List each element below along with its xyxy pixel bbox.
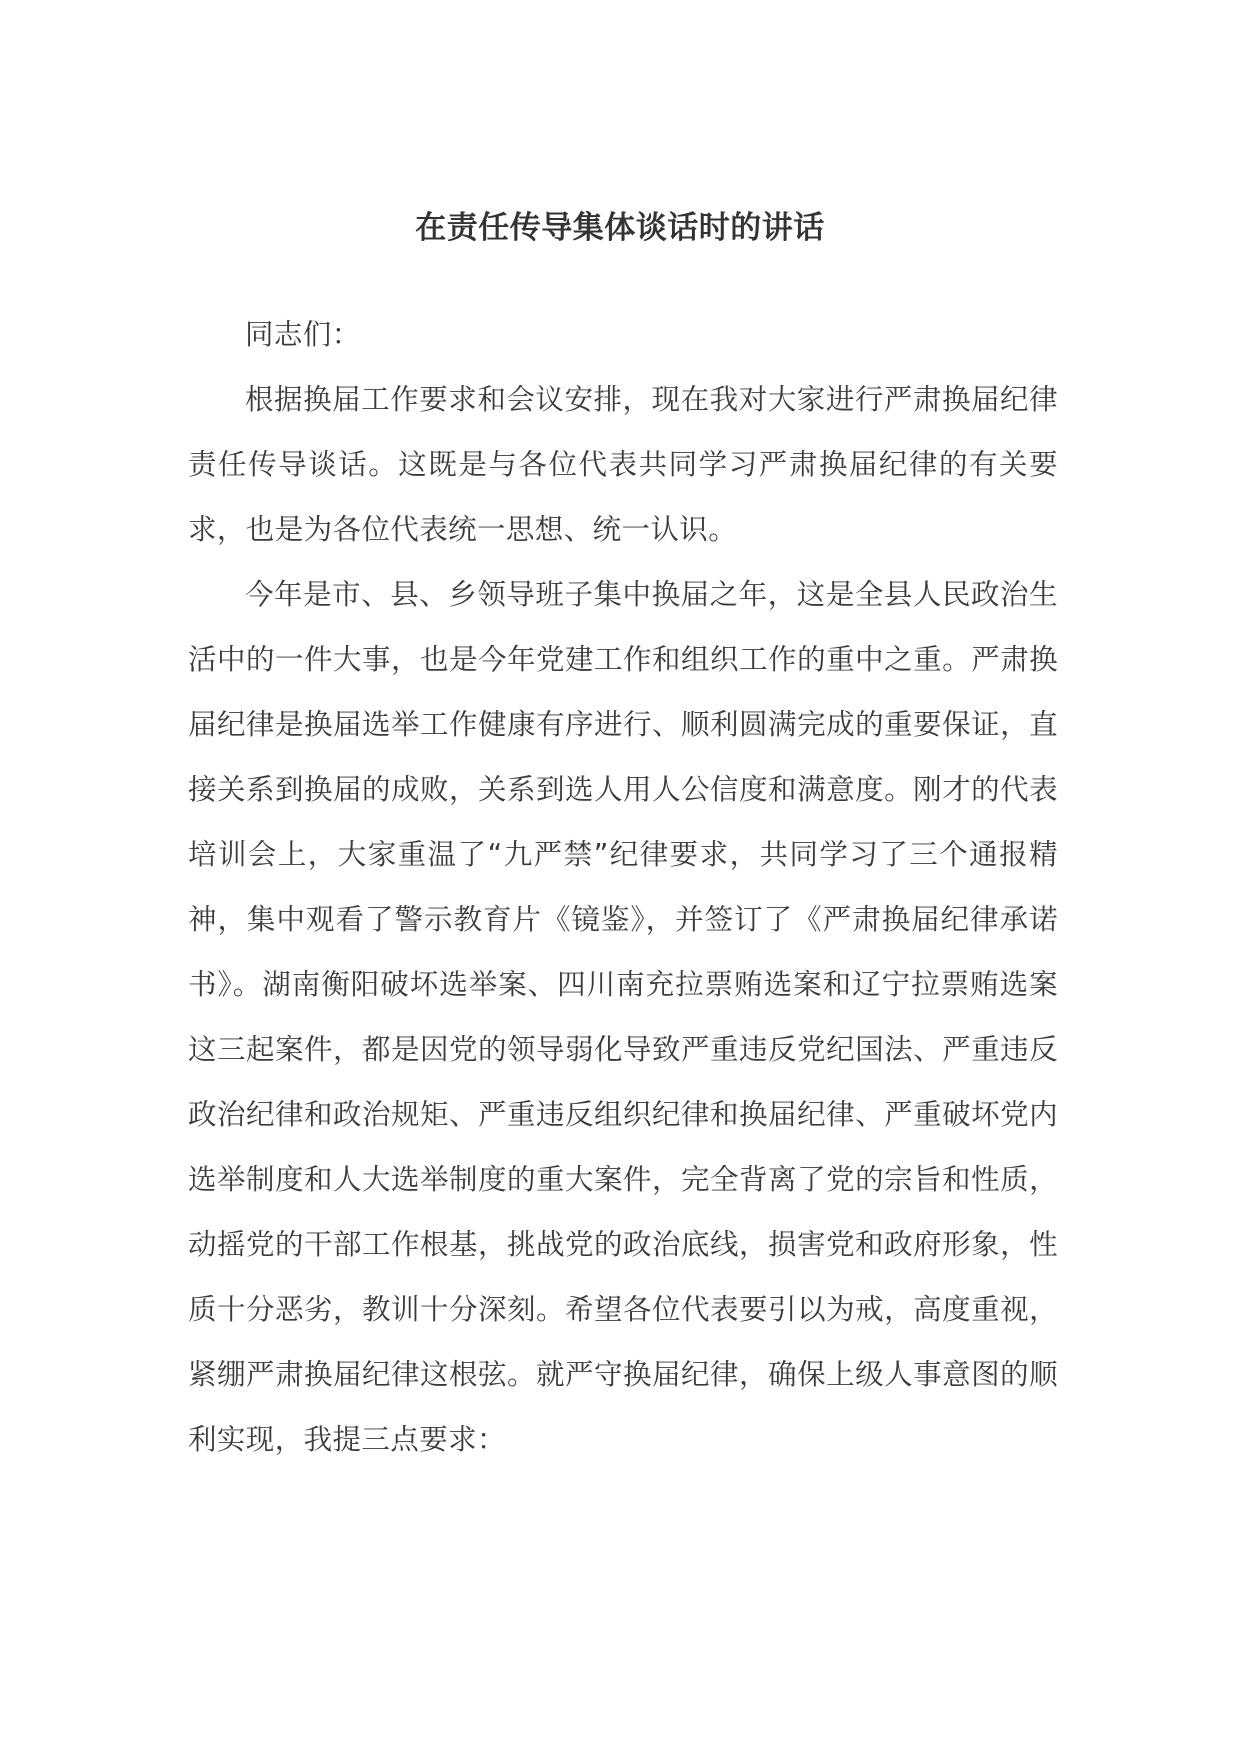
document-title: 在责任传导集体谈话时的讲话 [415, 210, 825, 246]
body-paragraph-2: 今年是市、县、乡领导班子集中换届之年，这是全县人民政治生活中的一件大事，也是今年党建工作和组织工作的重中之重。严肃换届纪律是换届选举工作健康有序进行、顺利圆满完成的重要保证，直接关系到换届的成败，关系到选人用人公信度和满意度。刚才的代表培训会上，大家重温了“九严禁”纪律要求，共同学习了三个通报精神，集中观看了警示教育片《镜鉴》，并签订了《严肃换届纪律承诺书》。湖南衡阳破坏选举案、四川南充拉票贿选案和辽宁拉票贿选案这三起案件，都是因党的领导弱化导致严重违反党纪国法、严重违反政治纪律和政治规矩、严重违反组织纪律和换届纪律、严重破坏党内选举制度和人大选举制度的重大案件，完全背离了党的宗旨和性质，动摇党的干部工作根基，挑战党的政治底线，损害党和政府形象，性质十分恶劣，教训十分深刻。希望各位代表要引以为戒，高度重视，紧绷严肃换届纪律这根弦。就严守换届纪律，确保上级人事意图的顺利实现，我提三点要求： [188, 578, 1058, 1456]
body-paragraph-1: 根据换届工作要求和会议安排，现在我对大家进行严肃换届纪律责任传导谈话。这既是与各位代表共同学习严肃换届纪律的有关要求，也是为各位代表统一思想、统一认识。 [188, 383, 1058, 546]
document-body [188, 302, 1058, 1472]
salutation-paragraph: 同志们： [245, 318, 361, 351]
